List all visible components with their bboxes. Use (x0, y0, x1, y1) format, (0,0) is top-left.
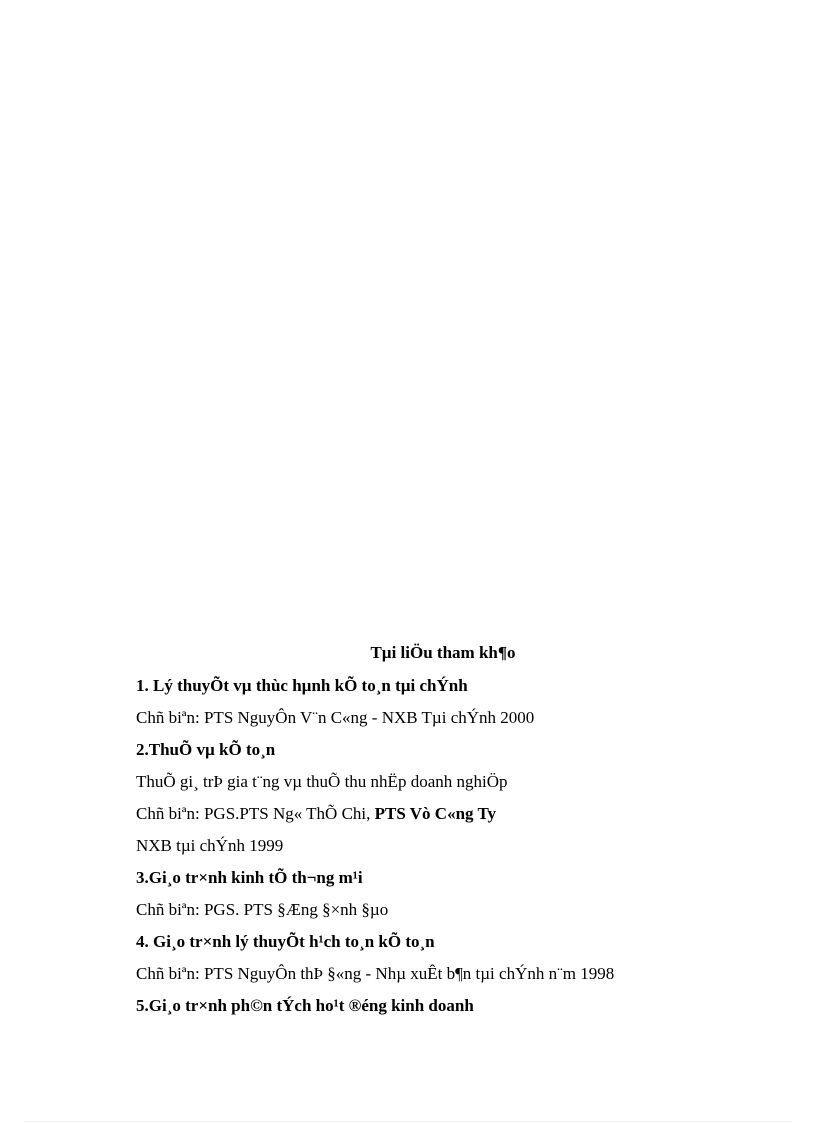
reference-subtitle-2: ThuÕ gi¸ trÞ gia t¨ng vµ thuÕ thu nhËp doanh nghiÖp (136, 772, 508, 791)
reference-detail-4: Chñ biªn: PTS NguyÔn thÞ §«ng - Nhµ xuÊt b¶n tµi chÝnh n¨m 1998 (136, 964, 615, 983)
reference-detail-2 (136, 803, 496, 825)
reference-publisher-2: NXB tµi chÝnh 1999 (136, 836, 284, 855)
reference-heading-2: 2.ThuÕ vµ kÕ to¸n (136, 740, 276, 759)
reference-heading-3: 3.Gi¸o tr×nh kinh tÕ th¬ng m¹i (136, 868, 363, 887)
reference-coeditor: PTS Vò C«ng Ty (374, 804, 497, 823)
reference-detail-3: Chñ biªn: PGS. PTS §Æng §×nh §µo (136, 900, 389, 919)
reference-heading-1: 1. Lý thuyÕt vµ thùc hµnh kÕ to¸n tµi chÝnh (136, 676, 468, 695)
reference-heading-5: 5.Gi¸o tr×nh ph©n tÝch ho¹t ®éng kinh doanh (136, 996, 474, 1015)
references-title: Tµi liÖu tham kh¶o (370, 643, 516, 662)
page-bottom-edge (24, 1121, 792, 1122)
reference-detail-1: Chñ biªn: PTS NguyÔn V¨n C«ng - NXB Tµi chÝnh 2000 (136, 708, 535, 727)
reference-editor-label: Chñ biªn: PGS.PTS Ng« ThÕ Chi, (136, 804, 375, 823)
reference-heading-4: 4. Gi¸o tr×nh lý thuyÕt h¹ch to¸n kÕ to¸n (136, 932, 435, 951)
